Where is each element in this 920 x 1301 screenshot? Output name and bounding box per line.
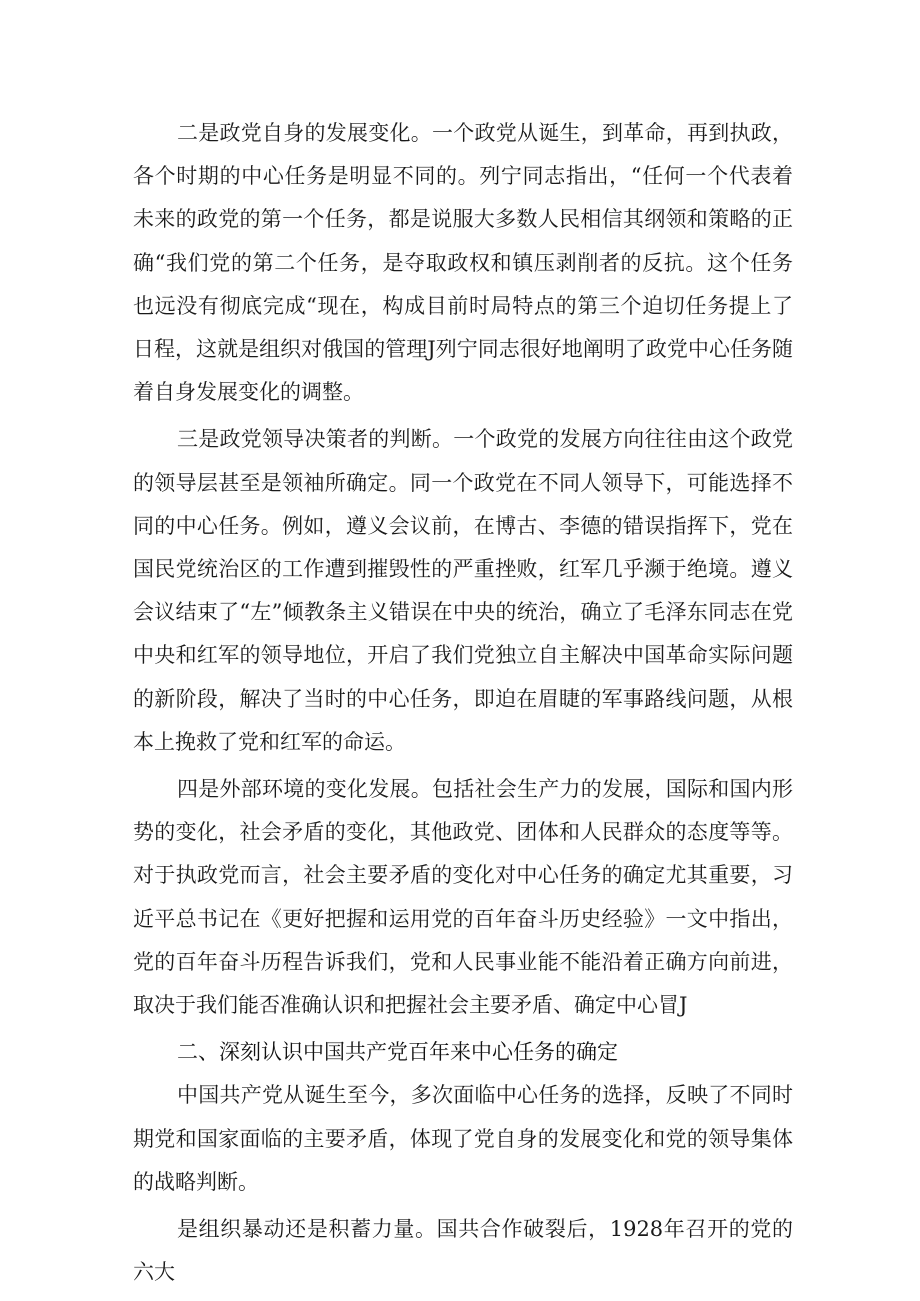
paragraph-uprising-or-strength: 是组织暴动还是积蓄力量。国共合作破裂后，1928年召开的党的六大 [133, 1217, 793, 1285]
paragraph-section-intro: 中国共产党从诞生至今，多次面临中心任务的选择，反映了不同时期党和国家面临的主要矛盾，体现了党自身的发展变化和党的领导集体的战略判断。 [133, 1083, 793, 1194]
paragraph-leadership-judgment: 三是政党领导决策者的判断。一个政党的发展方向往往由这个政党的领导层甚至是领袖所确定。同一个政党在不同人领导下，可能选择不同的中心任务。例如，遵义会议前，在博古、李德的错误指挥下，党在国民党统治区的工作遭到摧毁性的严重挫败，红军几乎濒于绝境。遵义会议结束了“左”倾教条主义错误在中央的统治，确立了毛泽东同志在党中央和红军的领导地位，开启了我们党独立自主解决中国革命实际问题的新阶段，解决了当时的中心任务，即迫在眉睫的军事路线问题，从根本上挽救了党和红军的命运。 [133, 427, 793, 754]
paragraph-party-development: 二是政党自身的发展变化。一个政党从诞生，到革命，再到执政，各个时期的中心任务是明显不同的。列宁同志指出，“任何一个代表着未来的政党的第一个任务，都是说服大多数人民相信其纲领和策略的正确“我们党的第二个任务，是夺取政权和镇压剥削者的反抗。这个任务也远没有彻底完成“现在，构成目前时局特点的第三个迫切任务提上了日程，这就是组织对俄国的管理J列宁同志很好地阐明了政党中心任务随着自身发展变化的调整。 [133, 121, 793, 405]
section-heading: 二、深刻认识中国共产党百年来中心任务的确定 [177, 1040, 618, 1065]
paragraph-external-environment: 四是外部环境的变化发展。包括社会生产力的发展，国际和国内形势的变化，社会矛盾的变化，其他政党、团体和人民群众的态度等等。对于执政党而言，社会主要矛盾的变化对中心任务的确定尤其重要，习近平总书记在《更好把握和运用党的百年奋斗历史经验》一文中指出，党的百年奋斗历程告诉我们，党和人民事业能不能沿着正确方向前进，取决于我们能否准确认识和把握社会主要矛盾、确定中心冒J [133, 777, 793, 1018]
document-body [133, 112, 793, 1294]
